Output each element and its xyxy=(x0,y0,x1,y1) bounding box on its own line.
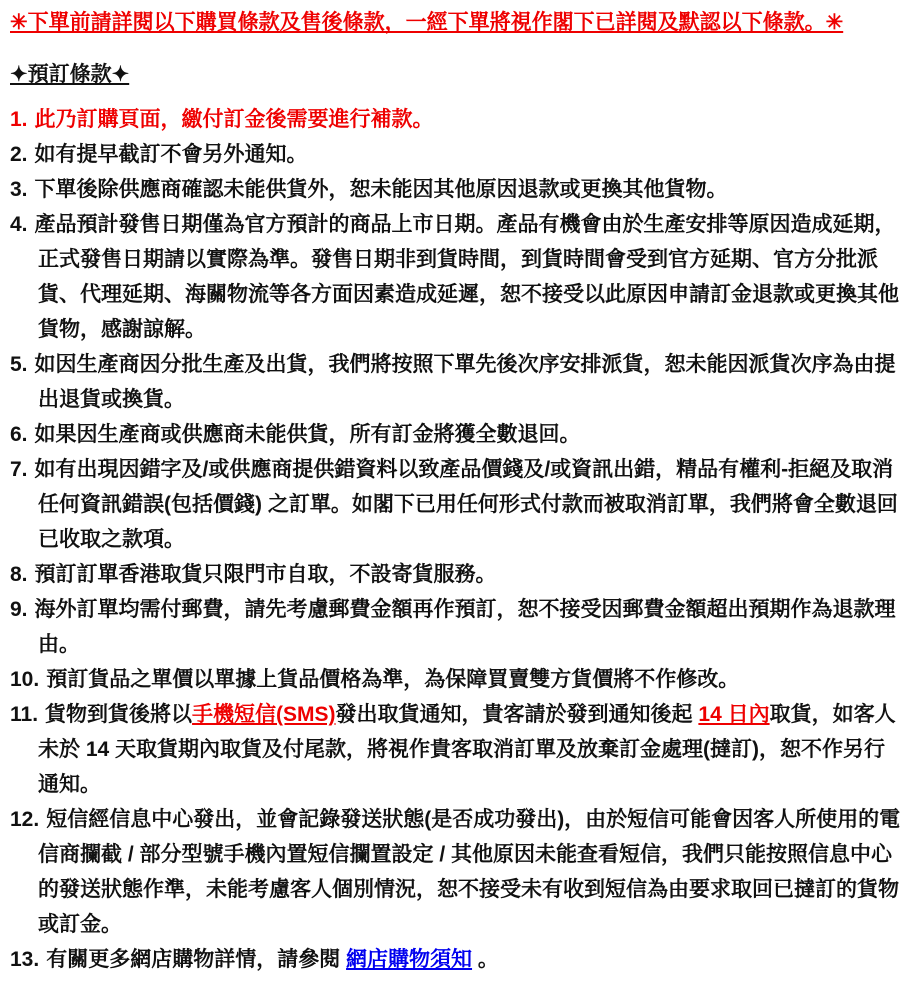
term-number: 6. xyxy=(10,423,28,446)
term-number: 5. xyxy=(10,353,28,376)
term-item-11 xyxy=(10,697,901,802)
term-number: 10. xyxy=(10,668,40,691)
term-item-8 xyxy=(10,557,901,592)
term-item-7 xyxy=(10,452,901,557)
term-item-2 xyxy=(10,137,901,172)
term-text: 此乃訂購頁面，繳付訂金後需要進行補款。 xyxy=(34,108,434,131)
term-text: 如果因生產商或供應商未能供貨，所有訂金將獲全數退回。 xyxy=(34,423,581,446)
term-number: 2. xyxy=(10,143,28,166)
term-number: 12. xyxy=(10,808,40,831)
term-number: 13. xyxy=(10,948,40,971)
term-text: 如因生產商因分批生產及出貨，我們將按照下單先後次序安排派貨，恕未能因派貨次序為由提出退貨或換貨。 xyxy=(34,353,896,411)
term-item-9 xyxy=(10,592,901,662)
store-shopping-guide-link[interactable]: 網店購物須知 xyxy=(346,948,473,971)
term-number: 11. xyxy=(10,703,39,726)
term-item-12 xyxy=(10,802,901,942)
term-text: 貨物到貨後將以 xyxy=(45,703,193,726)
term-number: 9. xyxy=(10,598,28,621)
term-text: 下單後除供應商確認未能供貨外，恕未能因其他原因退款或更換其他貨物。 xyxy=(34,178,728,201)
term-item-13 xyxy=(10,942,901,977)
purchase-notice-banner: ✳下單前請詳閱以下購買條款及售後條款，一經下單將視作閣下已詳閱及默認以下條款。✳ xyxy=(10,11,844,34)
section-title-preorder-terms xyxy=(10,60,901,90)
term-number: 3. xyxy=(10,178,28,201)
term-text: 海外訂單均需付郵費，請先考慮郵費金額再作預訂，恕不接受因郵費金額超出預期作為退款理由。 xyxy=(34,598,896,656)
term-number: 4. xyxy=(10,213,28,236)
term-text: 短信經信息中心發出，並會記錄發送狀態(是否成功發出)，由於短信可能會因客人所使用的電信商攔截 / 部分型號手機內置短信攔置設定 / 其他原因未能查看短信，我們只能按照信息中心的發送狀態作準，未能考慮客人個別情況，恕不接受未有收到短信為由要求取回已撻訂的貨物或訂金。 xyxy=(38,808,901,936)
term-text: 有關更多網店購物詳情，請參閱 xyxy=(46,948,347,971)
term-text: 產品預計發售日期僅為官方預計的商品上市日期。產品有機會由於生產安排等原因造成延期，正式發售日期請以實際為準。發售日期非到貨時間，到貨時間會受到官方延期、官方分批派貨、代理延期、海關物流等各方面因素造成延遲，恕不接受以此原因申請訂金退款或更換其他貨物，感謝諒解。 xyxy=(34,213,899,341)
terms-list xyxy=(10,102,901,977)
pickup-deadline-highlight: 14 日內 xyxy=(698,703,770,726)
term-number: 7. xyxy=(10,458,28,481)
term-item-3 xyxy=(10,172,901,207)
term-item-5 xyxy=(10,347,901,417)
sms-notification-highlight: 手機短信(SMS) xyxy=(192,703,336,726)
term-number: 8. xyxy=(10,563,28,586)
term-text: 預訂訂單香港取貨只限門市自取，不設寄貨服務。 xyxy=(34,563,497,586)
term-item-1 xyxy=(10,102,901,137)
term-item-4 xyxy=(10,207,901,347)
term-text: 預訂貨品之單價以單據上貨品價格為準，為保障買賣雙方貨價將不作修改。 xyxy=(46,668,740,691)
term-text: 如有提早截訂不會另外通知。 xyxy=(34,143,308,166)
term-text: 。 xyxy=(472,948,499,971)
term-text: 取貨，如客人未於 14 天取貨期內取貨及付尾款，將視作貴客取消訂單及放棄訂金處理(撻訂)，恕不作另行通知。 xyxy=(38,703,896,796)
term-text: 如有出現因錯字及/或供應商提供錯資料以致產品價錢及/或資訊出錯，精品有權利-拒絕及取消任何資訊錯誤(包括價錢) 之訂單。如閣下已用任何形式付款而被取消訂單，我們將會全數退回已收取之款項。 xyxy=(34,458,898,551)
term-item-6 xyxy=(10,417,901,452)
term-text: 發出取貨通知，貴客請於發到通知後起 xyxy=(335,703,699,726)
term-item-10 xyxy=(10,662,901,697)
section-title-text: ✦預訂條款✦ xyxy=(10,63,130,86)
term-number: 1. xyxy=(10,108,28,131)
